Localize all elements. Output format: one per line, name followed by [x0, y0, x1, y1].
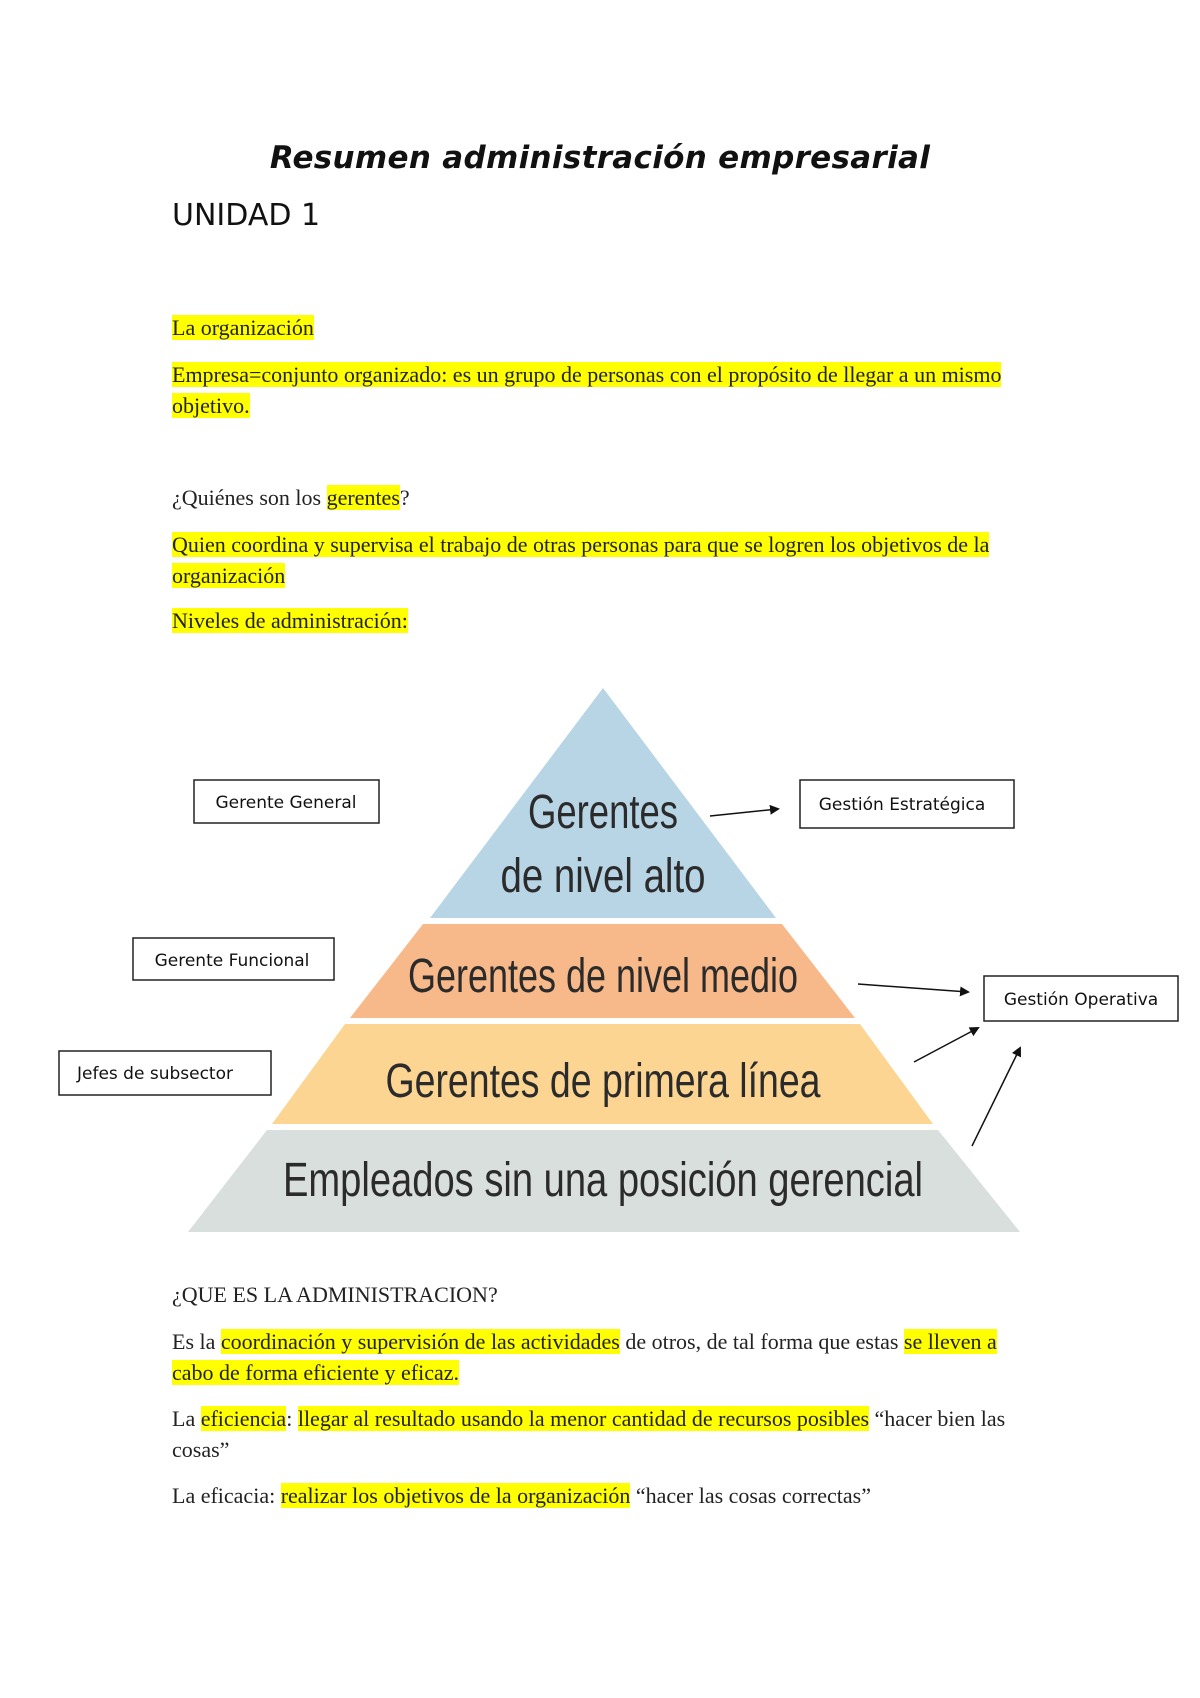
- highlight-text: coordinación y supervisión de las actividades: [220, 1329, 620, 1354]
- arrow-medio-to-operativa: [858, 984, 968, 992]
- label-gestion-estrategica: Gestión Estratégica: [818, 795, 986, 815]
- text: “hacer las cosas correctas”: [630, 1483, 871, 1508]
- question-suffix: ?: [399, 485, 410, 510]
- pyramid-employees-label: Empleados sin una posición gerencial: [283, 1154, 923, 1207]
- label-gestion-operativa: Gestión Operativa: [1003, 990, 1159, 1010]
- label-gerente-general: Gerente General: [215, 793, 357, 813]
- text: Es la: [172, 1329, 221, 1354]
- highlight-text: llegar al resultado usando la menor cantidad de recursos posibles: [297, 1406, 870, 1431]
- administracion-definition: [172, 1326, 1042, 1388]
- unit-heading: UNIDAD 1: [172, 198, 321, 233]
- highlight-text: se lleven a cabo de forma eficiente y eficaz.: [172, 1329, 997, 1385]
- pyramid-top-line1: Gerentes: [528, 786, 678, 839]
- text: de otros, de tal forma que estas: [619, 1329, 904, 1354]
- document-title: Resumen administración empresarial: [269, 140, 931, 176]
- text: “hacer bien las cosas”: [172, 1406, 1006, 1462]
- pyramid-first-line-label: Gerentes de primera línea: [385, 1055, 821, 1108]
- highlight-text: La organización: [172, 315, 314, 340]
- highlight-text: Quien coordina y supervisa el trabajo de otras personas para que se logren los objetivos de la organización: [172, 532, 990, 588]
- eficacia-definition: [172, 1480, 1042, 1511]
- highlight-text: Empresa=conjunto organizado: es un grupo de personas con el propósito de llegar a un mismo objetivo.: [172, 362, 1002, 418]
- highlight-text: gerentes: [326, 485, 400, 510]
- pyramid-middle-label: Gerentes de nivel medio: [408, 950, 798, 1003]
- label-gerente-funcional: Gerente Funcional: [154, 951, 310, 971]
- arrow-primera-to-operativa: [914, 1028, 978, 1062]
- administracion-heading: ¿QUE ES LA ADMINISTRACION?: [172, 1282, 498, 1307]
- highlight-text: realizar los objetivos de la organización: [280, 1483, 631, 1508]
- arrow-empleados-to-operativa: [972, 1048, 1020, 1146]
- text: La eficacia:: [172, 1483, 281, 1508]
- text: :: [286, 1406, 298, 1431]
- highlight-text: Niveles de administración:: [172, 608, 408, 633]
- eficiencia-definition: [172, 1403, 1042, 1465]
- pyramid-top-line2: de nivel alto: [500, 850, 706, 903]
- label-jefes-subsector: Jefes de subsector: [77, 1064, 233, 1084]
- arrow-alto-to-estrategica: [710, 809, 778, 816]
- question-prefix: ¿Quiénes son los: [172, 485, 327, 510]
- text: La: [172, 1406, 201, 1431]
- highlight-text: eficiencia: [200, 1406, 287, 1431]
